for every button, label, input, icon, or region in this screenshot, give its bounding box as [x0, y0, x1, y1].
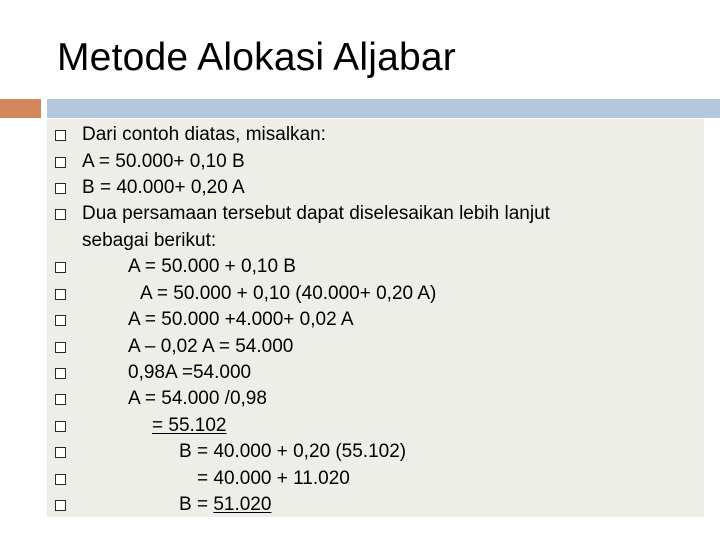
accent-bar-blue: [47, 99, 720, 118]
text-line: Dua persamaan tersebut dapat diselesaikan lebih lanjut: [82, 203, 550, 224]
result-label: B =: [179, 494, 214, 515]
square-bullet-icon: [55, 262, 66, 273]
square-bullet-icon: [55, 342, 66, 353]
text-line: = 40.000 + 11.020: [197, 468, 350, 489]
square-bullet-icon: [55, 368, 66, 379]
square-bullet-icon: [55, 157, 66, 168]
square-bullet-icon: [55, 315, 66, 326]
text-line: A – 0,02 A = 54.000: [128, 336, 294, 357]
text-line: B = 40.000+ 0,20 A: [82, 177, 245, 198]
result-value-underlined: 51.020: [213, 494, 272, 515]
text-line: [179, 492, 271, 518]
text-line: B = 40.000 + 0,20 (55.102): [179, 441, 407, 462]
text-line: sebagai berikut:: [82, 230, 217, 251]
text-line-underlined: = 55.102: [152, 415, 227, 436]
text-line: Dari contoh diatas, misalkan:: [82, 124, 326, 145]
accent-bar-orange: [0, 99, 41, 118]
square-bullet-icon: [55, 394, 66, 405]
square-bullet-icon: [55, 500, 66, 511]
slide-title: Metode Alokasi Aljabar: [57, 36, 456, 79]
text-line: A = 54.000 /0,98: [128, 388, 267, 409]
square-bullet-icon: [55, 421, 66, 432]
square-bullet-icon: [55, 289, 66, 300]
square-bullet-icon: [55, 183, 66, 194]
square-bullet-icon: [55, 474, 66, 485]
text-line: A = 50.000 +4.000+ 0,02 A: [128, 309, 354, 330]
square-bullet-icon: [55, 447, 66, 458]
square-bullet-icon: [55, 130, 66, 141]
square-bullet-icon: [55, 209, 66, 220]
text-line: A = 50.000 + 0,10 B: [128, 256, 296, 277]
text-line: A = 50.000+ 0,10 B: [82, 151, 245, 172]
text-line: A = 50.000 + 0,10 (40.000+ 0,20 A): [140, 283, 437, 304]
text-line: 0,98A =54.000: [128, 362, 252, 383]
